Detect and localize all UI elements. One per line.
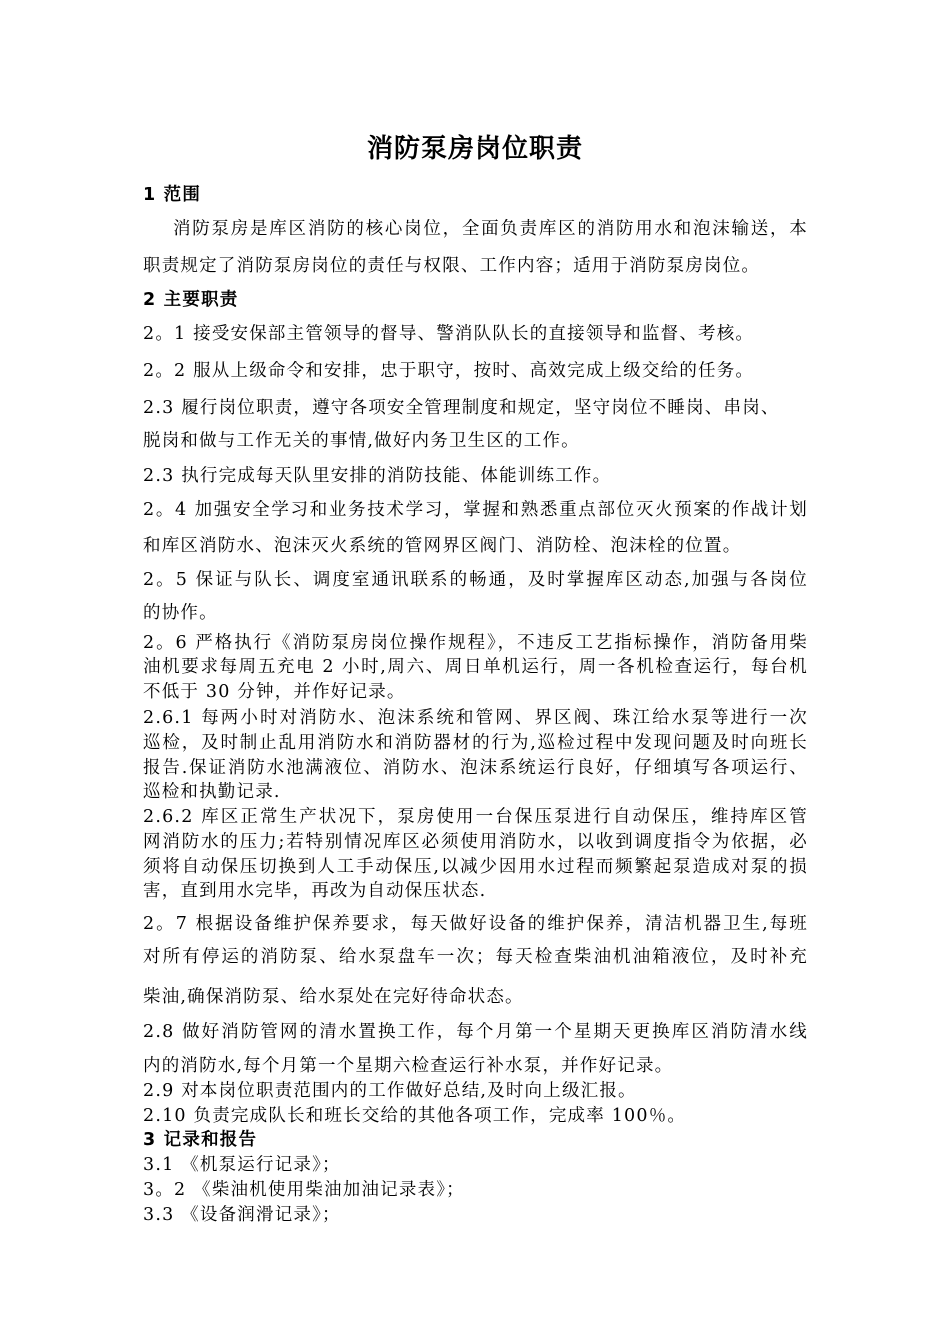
text-line: 2。5 保证与队长、调度室通讯联系的畅通，及时掌握库区动态,加强与各岗位: [143, 570, 808, 590]
text-line: 消防泵房是库区消防的核心岗位，全面负责库区的消防用水和泡沫输送，本: [173, 219, 808, 239]
section-heading: 2 主要职责: [143, 290, 239, 310]
text-line: 2.9 对本岗位职责范围内的工作做好总结,及时向上级汇报。: [143, 1081, 637, 1101]
text-line: 2。2 服从上级命令和安排，忠于职守，按时、高效完成上级交给的任务。: [143, 361, 755, 381]
text-line: 和库区消防水、泡沫灭火系统的管网界区阀门、消防栓、泡沫栓的位置。: [143, 536, 742, 556]
text-line: 柴油,确保消防泵、给水泵处在完好待命状态。: [143, 987, 524, 1007]
text-line: 网消防水的压力;若特别情况库区必须使用消防水，以收到调度指令为依据，必: [143, 832, 808, 852]
text-line: 油机要求每周五充电 2 小时,周六、周日单机运行，周一各机检查运行，每台机: [143, 657, 808, 677]
text-line: 2.8 做好消防管网的清水置换工作，每个月第一个星期天更换库区消防清水线: [143, 1022, 808, 1042]
text-line: 须将自动保压切换到人工手动保压,以减少因用水过程而频繁起泵造成对泵的损: [143, 857, 808, 877]
text-line: 2.6.1 每两小时对消防水、泡沫系统和管网、界区阀、珠江给水泵等进行一次: [143, 708, 808, 728]
text-line: 3.1 《机泵运行记录》；: [143, 1155, 341, 1175]
document-title: 消防泵房岗位职责: [366, 134, 583, 164]
text-line: 2。1 接受安保部主管领导的督导、警消队队长的直接领导和监督、考核。: [143, 324, 755, 344]
text-line: 2。4 加强安全学习和业务技术学习，掌握和熟悉重点部位灭火预案的作战计划: [143, 500, 808, 520]
text-line: 巡检和执勤记录.: [143, 782, 281, 802]
text-line: 巡检，及时制止乱用消防水和消防器材的行为,巡检过程中发现问题及时向班长: [143, 733, 808, 753]
text-line: 脱岗和做与工作无关的事情,做好内务卫生区的工作。: [143, 431, 580, 451]
text-line: 对所有停运的消防泵、给水泵盘车一次；每天检查柴油机油箱液位，及时补充: [143, 947, 808, 967]
text-line: 2。6 严格执行《消防泵房岗位操作规程》，不违反工艺指标操作，消防备用柴: [143, 633, 808, 653]
text-line: 报告.保证消防水池满液位、消防水、泡沫系统运行良好，仔细填写各项运行、: [143, 758, 808, 778]
text-line: 2。7 根据设备维护保养要求，每天做好设备的维护保养，清洁机器卫生,每班: [143, 914, 808, 934]
text-line: 内的消防水,每个月第一个星期六检查运行补水泵，并作好记录。: [143, 1056, 674, 1076]
text-line: 3.3 《设备润滑记录》；: [143, 1205, 341, 1225]
text-line: 2.10 负责完成队长和班长交给的其他各项工作，完成率 100％。: [143, 1106, 687, 1126]
text-line: 的协作。: [143, 603, 218, 623]
text-line: 3。2 《柴油机使用柴油加油记录表》；: [143, 1180, 465, 1200]
text-line: 2.3 执行完成每天队里安排的消防技能、体能训练工作。: [143, 466, 612, 486]
section-heading: 1 范围: [143, 185, 202, 205]
text-line: 职责规定了消防泵房岗位的责任与权限、工作内容；适用于消防泵房岗位。: [143, 256, 761, 276]
section-heading: 3 记录和报告: [143, 1130, 258, 1150]
text-line: 不低于 30 分钟，并作好记录。: [143, 682, 406, 702]
text-line: 2.3 履行岗位职责，遵守各项安全管理制度和规定，坚守岗位不睡岗、串岗、: [143, 398, 780, 418]
text-line: 2.6.2 库区正常生产状况下，泵房使用一台保压泵进行自动保压，维持库区管: [143, 807, 808, 827]
text-line: 害，直到用水完毕，再改为自动保压状态.: [143, 881, 487, 901]
